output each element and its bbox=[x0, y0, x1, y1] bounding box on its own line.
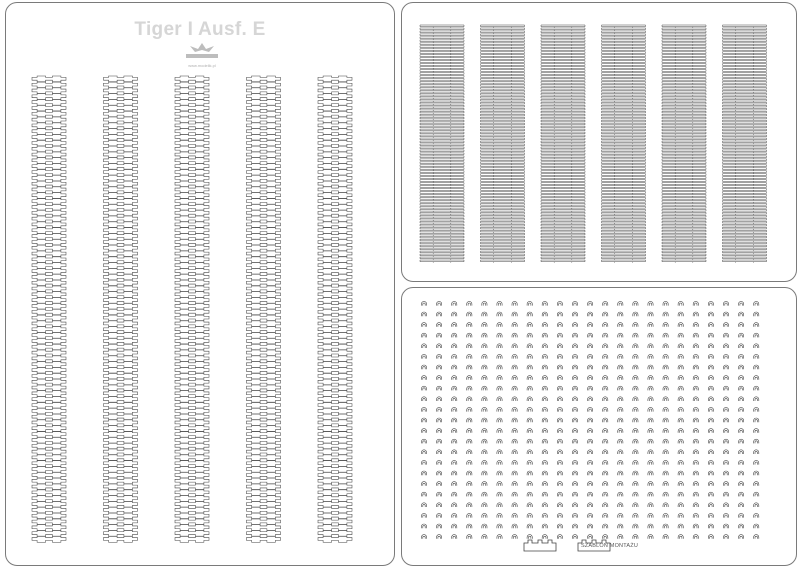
track-strip bbox=[175, 76, 209, 542]
track-strip bbox=[104, 76, 138, 542]
sheet-title: Tiger I Ausf. E bbox=[134, 19, 266, 40]
bar-column bbox=[602, 25, 646, 263]
bottom-right-sheet bbox=[401, 287, 797, 566]
track-strip bbox=[246, 76, 280, 542]
track-strips bbox=[6, 3, 395, 566]
template-label: SZABLON MONTAŻU bbox=[581, 543, 638, 549]
top-right-sheet bbox=[401, 2, 797, 282]
bar-column bbox=[420, 25, 464, 263]
pin-grid-marks bbox=[421, 301, 758, 538]
bar-column bbox=[662, 25, 706, 263]
pin-grid bbox=[402, 288, 797, 566]
bar-column bbox=[481, 25, 525, 263]
bar-columns bbox=[402, 3, 797, 282]
left-sheet bbox=[5, 2, 395, 566]
logo-url: www.modelik.pl bbox=[188, 63, 216, 68]
bar-column bbox=[541, 25, 585, 263]
track-strip bbox=[32, 76, 66, 542]
bar-column bbox=[723, 25, 767, 263]
track-strip bbox=[318, 76, 352, 542]
